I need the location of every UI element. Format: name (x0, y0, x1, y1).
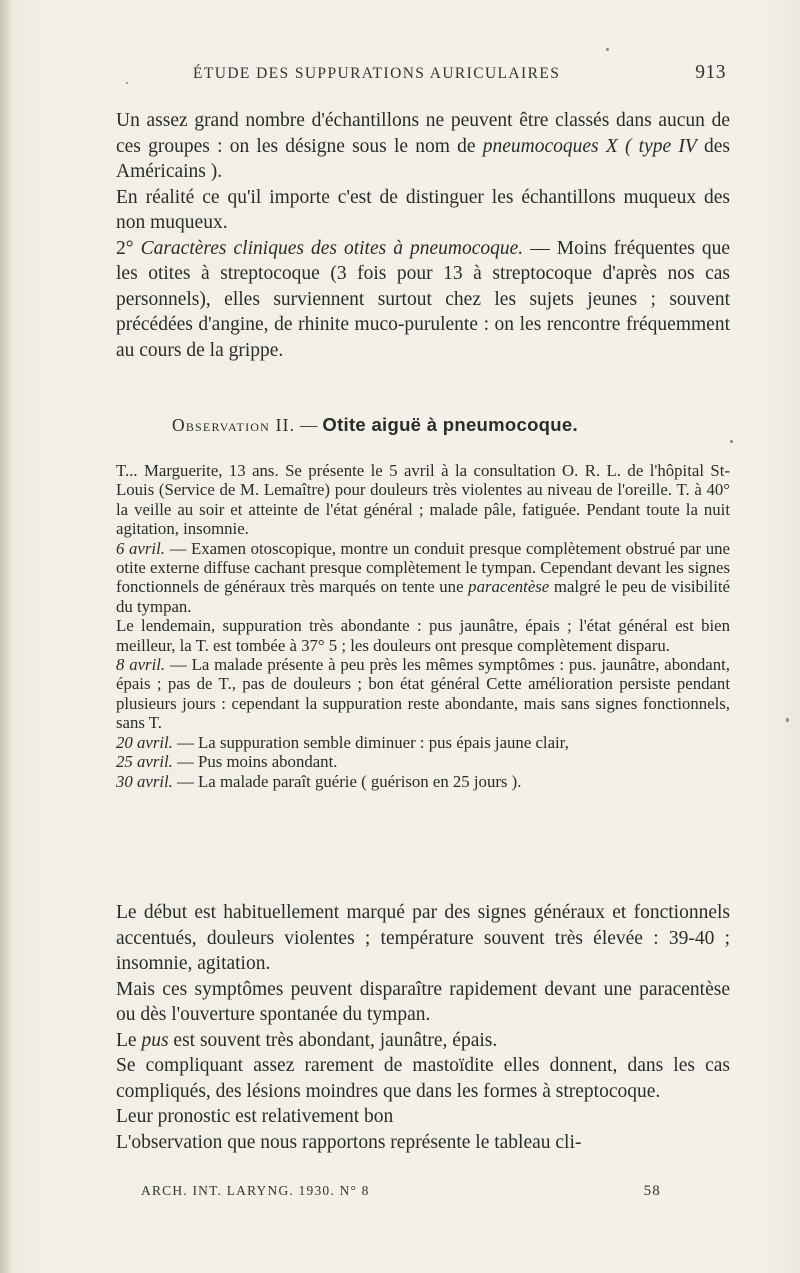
observation-date: 20 avril. (116, 732, 173, 752)
observation-paragraph (116, 539, 730, 617)
dust-speck (786, 718, 789, 722)
dust-speck (606, 48, 609, 51)
dust-speck (126, 82, 128, 84)
observation-label: Observation II. (172, 415, 296, 435)
observation-text: — La malade présente à peu près les mêmes symptômes : pus. jaunâtre, abondant, épais ; pas de T., pas de douleurs ; bon état général Cette amélioration persiste pendant plusieurs jours : cependant la suppuration reste abondante, mais sans signes fonctionnels, sans T. (116, 655, 730, 733)
section-heading-italic: Caractères cliniques des otites à pneumocoque. (140, 237, 524, 259)
paragraph-text: Mais ces symptômes peuvent disparaître rapidement devant une paracentèse ou dès l'ouverture spontanée du tympan. (116, 978, 730, 1025)
paragraph-pus (116, 1028, 730, 1054)
observation-text: — La malade paraît guérie ( guérison en 25 jours ). (172, 771, 522, 791)
observation-text: — La suppuration semble diminuer : pus épais jaune clair, (172, 732, 569, 752)
section-number: 2° (116, 237, 141, 259)
paragraph-mucous (116, 185, 730, 236)
paragraph-italic-text: pneumocoques X ( type IV (482, 135, 697, 157)
paragraph-text: En réalité ce qu'il importe c'est de distinguer les échantillons muqueux des non muqueux. (116, 186, 730, 233)
paragraph-text: L'observation que nous rapportons représente le tableau cli- (116, 1131, 582, 1153)
paragraph-text: Un assez grand nombre d'échantillons ne peuvent être classés dans aucun de ces groupes : on les désigne sous le nom de (116, 110, 730, 157)
observation-date: 25 avril. (116, 752, 173, 772)
page-number: 913 (695, 62, 726, 83)
observation-paragraph (116, 733, 730, 752)
paragraph-text: des Américains ). (116, 135, 730, 182)
paragraph-text: Le (116, 1029, 142, 1051)
observation-paragraph (116, 616, 730, 655)
paragraph-prognosis (116, 1104, 730, 1130)
paragraph-complications (116, 1053, 730, 1104)
observation-italic-text: paracentèse (468, 577, 550, 597)
binding-gutter (0, 0, 10, 1273)
paragraph-text: est souvent très abondant, jaunâtre, épais. (168, 1029, 498, 1051)
paragraph-clinical (116, 236, 730, 364)
paragraph-text: Leur pronostic est relativement bon (116, 1106, 394, 1127)
intro-section (116, 108, 730, 363)
observation-text: malgré le peu de visibilité du tympan. (116, 577, 731, 616)
observation-dash: — (295, 415, 323, 435)
paragraph-text: — Moins fréquentes que les otites à streptocoque (3 fois pour 13 à streptocoque d'après nos cas personnels), elles surviennent surtout chez les sujets jeunes ; souvent précédées d'angine, de rhinite muco-purulente : on les rencontre fréquemment au cours de la grippe. (116, 237, 730, 361)
observation-paragraph (116, 655, 730, 733)
journal-reference: ARCH. INT. LARYNG. 1930. N° 8 (141, 1183, 370, 1198)
observation-paragraph (116, 752, 730, 771)
paragraph-symptoms (116, 977, 730, 1028)
observation-date: 8 avril. (116, 655, 166, 675)
observation-paragraph (116, 461, 730, 539)
observation-text: Le lendemain, suppuration très abondante : pus jaunâtre, épais ; l'état général est bien meilleur, la T. est tombée à 37° 5 ; les douleurs ont presque complètement disparu. (116, 616, 730, 655)
running-head-title: ÉTUDE DES SUPPURATIONS AURICULAIRES (193, 65, 561, 82)
observation-title: Otite aiguë à pneumocoque. (322, 414, 578, 435)
closing-section (116, 900, 730, 1155)
observation-paragraph (116, 772, 730, 791)
observation-text: T... Marguerite, 13 ans. Se présente le 5 avril à la consultation O. R. L. de l'hôpital St-Louis (Service de M. Lemaître) pour douleurs très violentes au niveau de l'oreille. T. à 40° la veille au soir et atteinte de l'état général ; malade pâle, fatiguée. Pendant toute la nuit agitation, insomnie. (116, 461, 730, 539)
paragraph-text: Le début est habituellement marqué par des signes généraux et fonctionnels accentués, douleurs violentes ; température souvent très élevée : 39-40 ; insomnie, agitation. (116, 902, 730, 974)
paragraph-classification (116, 108, 730, 185)
observation-body (116, 461, 730, 791)
observation-date: 30 avril. (116, 771, 173, 791)
paragraph-italic-text: pus (141, 1029, 169, 1051)
dust-speck (730, 440, 733, 443)
observation-heading (172, 414, 578, 436)
signature-mark: 58 (643, 1183, 661, 1199)
observation-text: — Examen otoscopique, montre un conduit presque complètement obstrué par une otite externe diffuse cachant presque complètement le tympan. Cependant devant les signes fonctionnels de généraux très marqués on tente une (116, 538, 731, 597)
running-head (193, 63, 730, 85)
observation-date: 6 avril. (116, 538, 165, 558)
paragraph-text: Se compliquant assez rarement de mastoïdite elles donnent, dans les cas compliqués, des lésions moindres que dans les formes à streptocoque. (116, 1055, 730, 1102)
observation-text: — Pus moins abondant. (172, 752, 338, 772)
paragraph-observation-intro (116, 1130, 730, 1156)
paragraph-onset (116, 900, 730, 977)
